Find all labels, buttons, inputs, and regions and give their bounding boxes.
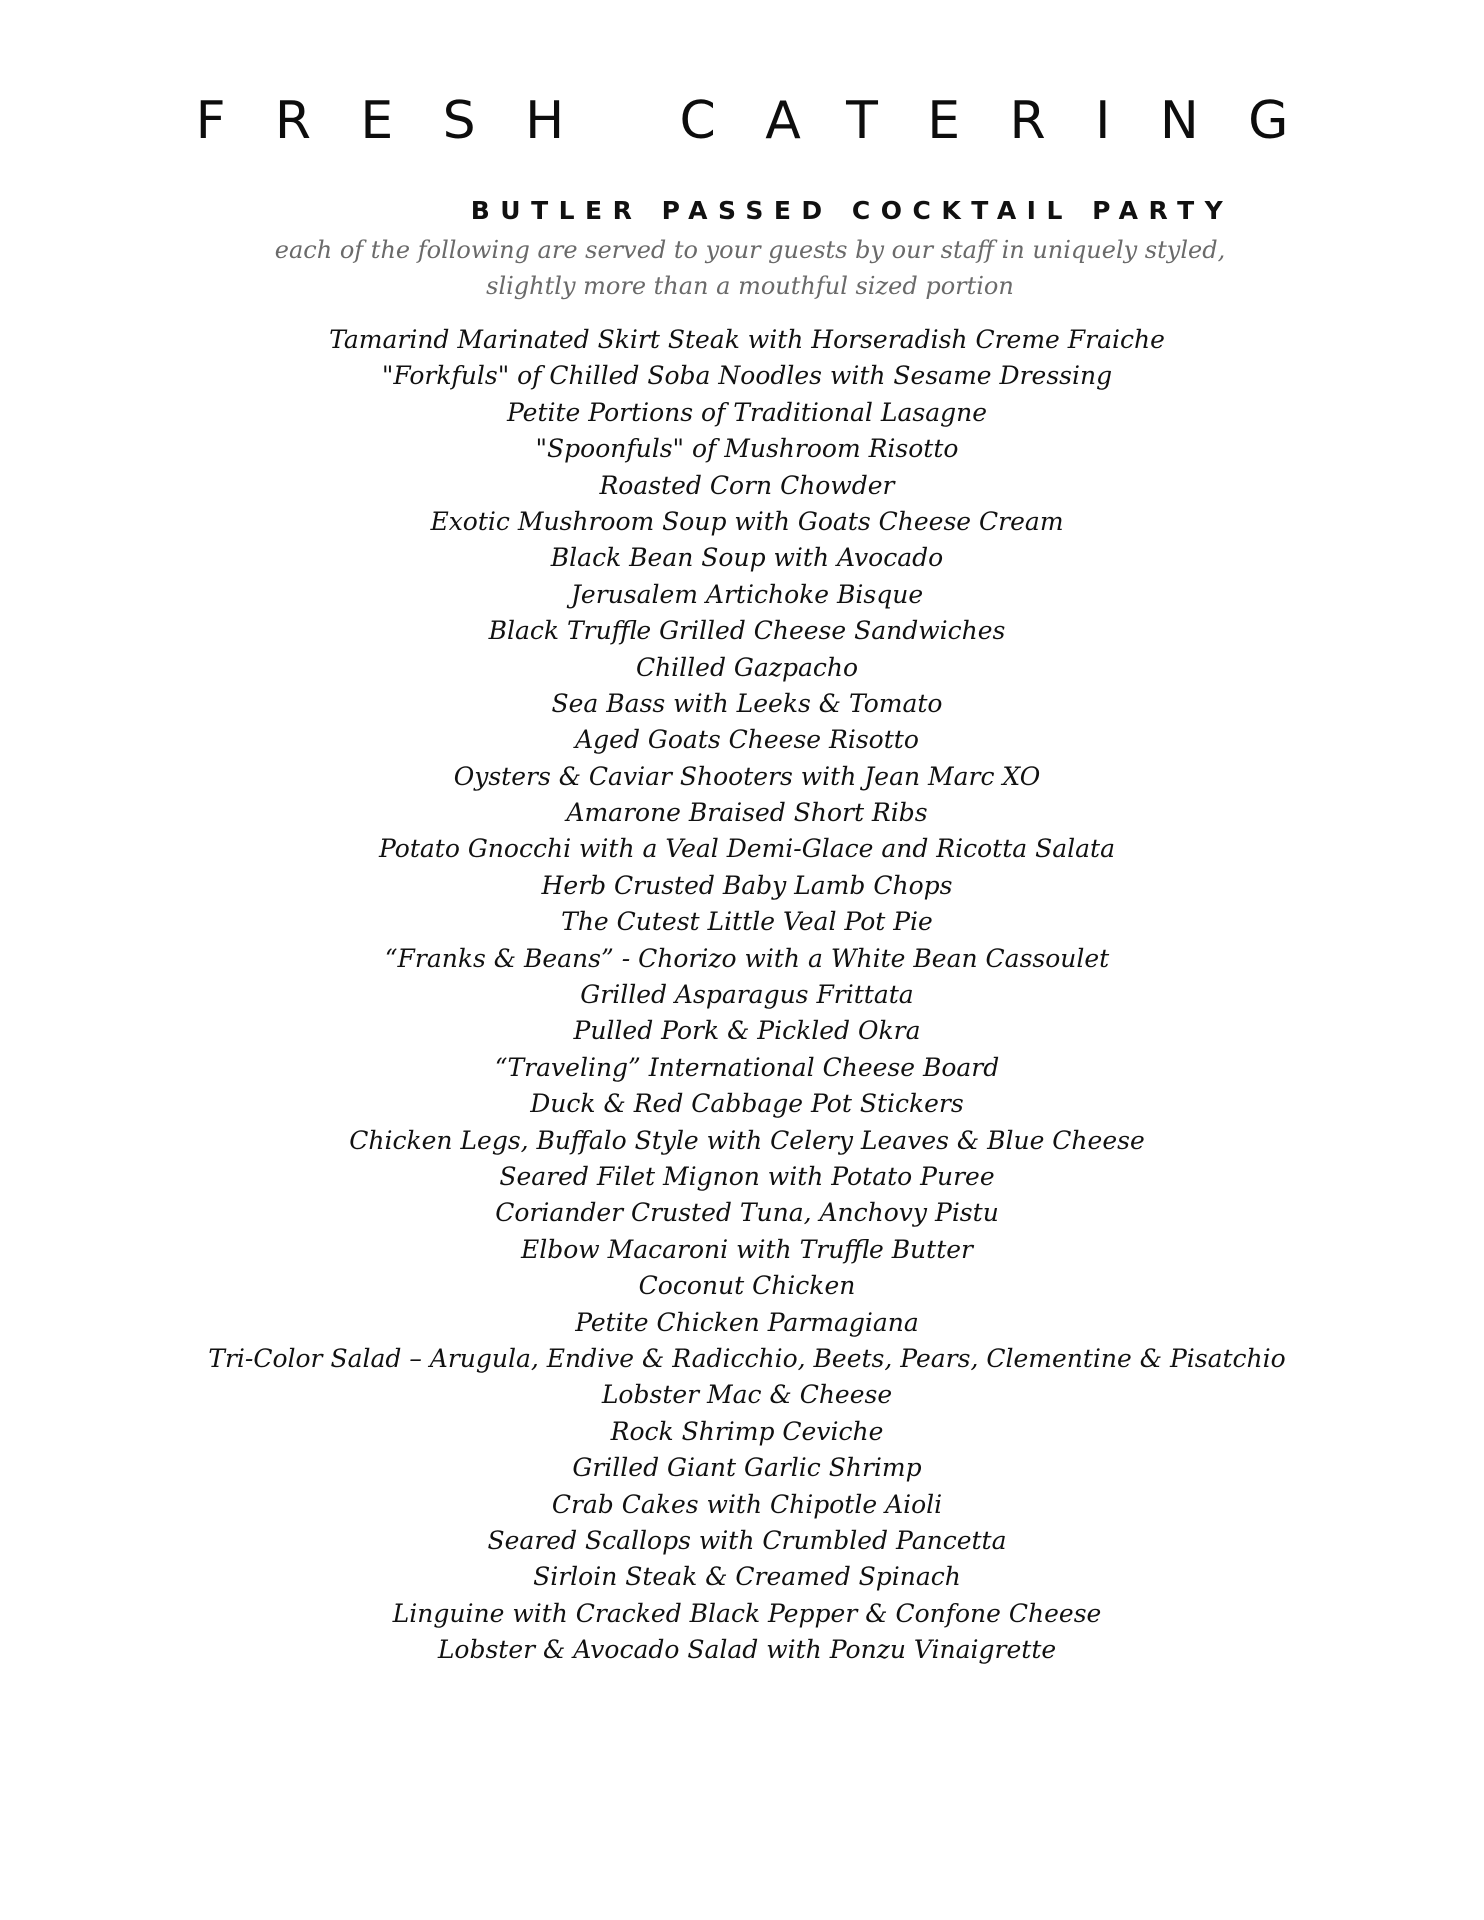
menu-item: Seared Filet Mignon with Potato Puree [499, 1161, 995, 1191]
menu-item: “Franks & Beans” - Chorizo with a White Bean Cassoulet [384, 943, 1110, 973]
menu-item: Potato Gnocchi with a Veal Demi-Glace and Ricotta Salata [378, 834, 1116, 864]
menu-item: Seared Scallops with Crumbled Pancetta [487, 1525, 1007, 1555]
menu-item: Coconut Chicken [638, 1271, 856, 1301]
menu-item: Roasted Corn Chowder [599, 470, 895, 500]
menu-subtitle: BUTLER PASSED COCKTAIL PARTY [470, 196, 1234, 225]
menu-item: Sea Bass with Leeks & Tomato [551, 688, 943, 718]
menu-item: Tri-Color Salad – Arugula, Endive & Radicchio, Beets, Pears, Clementine & Pisatchio [208, 1343, 1286, 1373]
menu-item: Duck & Red Cabbage Pot Stickers [530, 1089, 964, 1119]
menu-item: Herb Crusted Baby Lamb Chops [541, 870, 953, 900]
menu-intro [0, 232, 1484, 304]
menu-item: Petite Chicken Parmagiana [575, 1307, 919, 1337]
menu-list [0, 322, 1484, 1668]
menu-item: Pulled Pork & Pickled Okra [573, 1016, 921, 1046]
menu-item: Crab Cakes with Chipotle Aioli [551, 1489, 943, 1519]
intro-line-2: slightly more than a mouthful sized portion [486, 272, 1014, 300]
menu-item: Elbow Macaroni with Truffle Butter [520, 1234, 973, 1264]
menu-item: “Traveling” International Cheese Board [494, 1052, 1000, 1082]
menu-item: Exotic Mushroom Soup with Goats Cheese Cream [430, 506, 1064, 536]
menu-item: Lobster Mac & Cheese [601, 1380, 893, 1410]
menu-item: Rock Shrimp Ceviche [610, 1416, 884, 1446]
intro-line-1: each of the following are served to your guests by our staff in uniquely styled, [274, 236, 1226, 264]
menu-item: Grilled Asparagus Frittata [580, 980, 914, 1010]
page-title: FRESH CATERING [195, 91, 1338, 151]
menu-item: The Cutest Little Veal Pot Pie [561, 907, 933, 937]
menu-item: Black Truffle Grilled Cheese Sandwiches [488, 616, 1006, 646]
menu-item: Oysters & Caviar Shooters with Jean Marc XO [453, 761, 1041, 791]
menu-item: Linguine with Cracked Black Pepper & Confone Cheese [392, 1598, 1102, 1628]
menu-item: Petite Portions of Traditional Lasagne [506, 397, 988, 427]
menu-item: Coriander Crusted Tuna, Anchovy Pistu [495, 1198, 999, 1228]
menu-item: Jerusalem Artichoke Bisque [570, 579, 924, 609]
menu-item: "Forkfuls" of Chilled Soba Noodles with Sesame Dressing [381, 361, 1113, 391]
menu-item: Chicken Legs, Buffalo Style with Celery Leaves & Blue Cheese [349, 1125, 1145, 1155]
menu-item: Tamarind Marinated Skirt Steak with Horseradish Creme Fraiche [329, 325, 1165, 354]
menu-item: Chilled Gazpacho [635, 652, 859, 682]
menu-item: Black Bean Soup with Avocado [550, 543, 944, 573]
menu-item: Sirloin Steak & Creamed Spinach [533, 1562, 961, 1592]
menu-item: Lobster & Avocado Salad with Ponzu Vinaigrette [437, 1635, 1057, 1665]
menu-item: Amarone Braised Short Ribs [566, 798, 928, 828]
menu-item: Aged Goats Cheese Risotto [575, 725, 919, 755]
menu-item: Grilled Giant Garlic Shrimp [572, 1453, 922, 1483]
menu-item: "Spoonfuls" of Mushroom Risotto [535, 434, 959, 464]
